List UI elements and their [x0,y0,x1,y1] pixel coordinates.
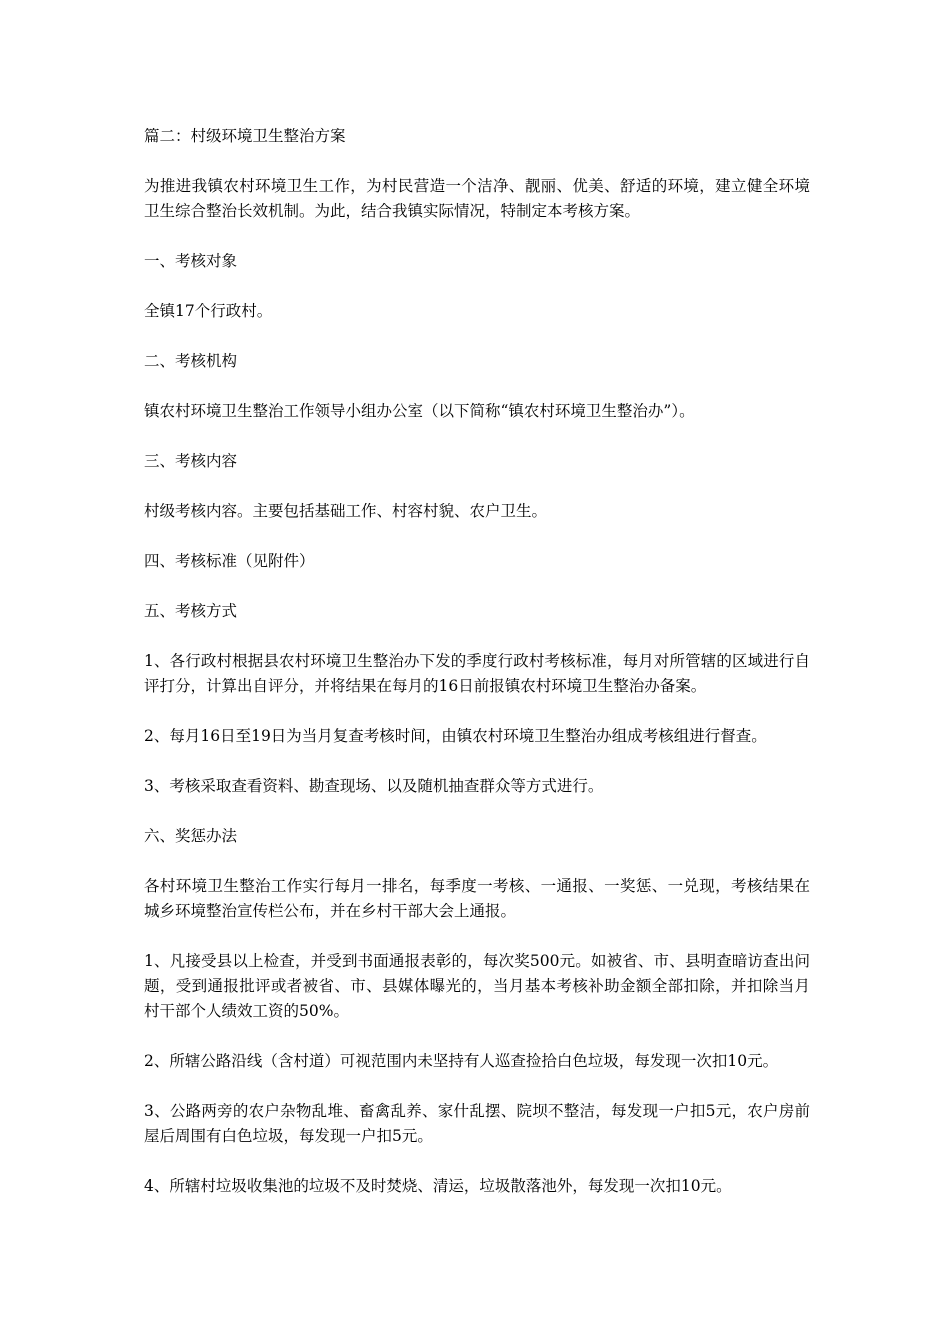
section-text-2: 镇农村环境卫生整治工作领导小组办公室（以下简称“镇农村环境卫生整治办”）。 [144,402,695,420]
section-heading-2: 二、考核机构 [144,352,238,370]
section-heading-5: 五、考核方式 [144,602,238,620]
section-text-3: 村级考核内容。主要包括基础工作、村容村貌、农户卫生。 [144,502,548,520]
section6-item-1: 1、凡接受县以上检查，并受到书面通报表彰的，每次奖500元。如被省、市、县明查暗访查出问题，受到通报批评或者被省、市、县媒体曝光的，当月基本考核补助金额全部扣除，并扣除当月村干部个人绩效工资的50%。 [144,952,810,1020]
section6-item-4: 4、所辖村垃圾收集池的垃圾不及时焚烧、清运，垃圾散落池外，每发现一次扣10元。 [144,1177,732,1195]
section6-intro: 各村环境卫生整治工作实行每月一排名，每季度一考核、一通报、一奖惩、一兑现，考核结果在城乡环境整治宣传栏公布，并在乡村干部大会上通报。 [144,877,810,920]
section6-item-2: 2、所辖公路沿线（含村道）可视范围内未坚持有人巡查捡拾白色垃圾，每发现一次扣10元。 [144,1052,779,1070]
section-heading-3: 三、考核内容 [144,452,238,470]
section6-item-3: 3、公路两旁的农户杂物乱堆、畜禽乱养、家什乱摆、院坝不整洁，每发现一户扣5元，农户房前屋后周围有白色垃圾，每发现一户扣5元。 [144,1102,810,1145]
section-heading-1: 一、考核对象 [144,252,238,270]
document-page [144,124,810,1224]
section5-item-1: 1、各行政村根据县农村环境卫生整治办下发的季度行政村考核标准，每月对所管辖的区域进行自评打分，计算出自评分，并将结果在每月的16日前报镇农村环境卫生整治办备案。 [144,652,810,695]
intro-paragraph: 为推进我镇农村环境卫生工作，为村民营造一个洁净、靓丽、优美、舒适的环境，建立健全环境卫生综合整治长效机制。为此，结合我镇实际情况，特制定本考核方案。 [144,177,810,220]
section5-item-2: 2、每月16日至19日为当月复查考核时间，由镇农村环境卫生整治办组成考核组进行督查。 [144,727,767,745]
section-heading-6: 六、奖惩办法 [144,827,238,845]
section-heading-4: 四、考核标准（见附件） [144,552,315,570]
section5-item-3: 3、考核采取查看资料、勘查现场、以及随机抽查群众等方式进行。 [144,777,604,795]
section-text-1: 全镇17个行政村。 [144,302,273,320]
document-title: 篇二：村级环境卫生整治方案 [144,127,346,145]
